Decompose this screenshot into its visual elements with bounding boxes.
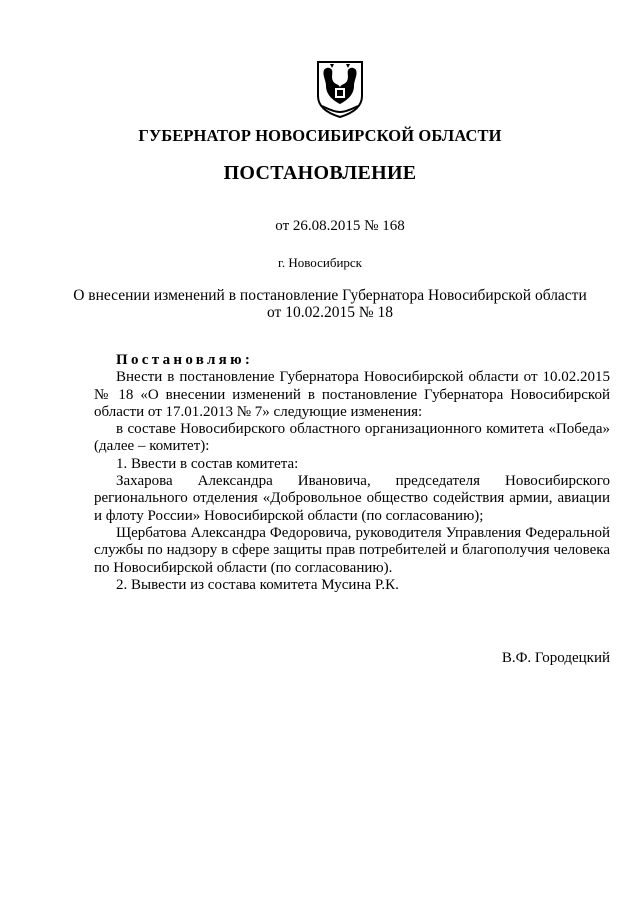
- resolve-word: Постановляю: [116, 352, 245, 368]
- paragraph-committee: в составе Новосибирского областного организационного комитета «Победа» (далее – комитет):: [94, 421, 610, 455]
- paragraph-remove: 2. Вывести из состава комитета Мусина Р.К.: [116, 576, 399, 593]
- paragraph-member-shcherbatov: Щербатова Александра Федоровича, руководителя Управления Федеральной службы по надзору в сфере защиты прав потребителей и благополучия человека по Новосибирской области (по согласованию).: [94, 524, 610, 576]
- document-body: [94, 352, 610, 594]
- signatory-name: В.Ф. Городецкий: [501, 650, 610, 666]
- document-subject: [10, 287, 640, 321]
- subject-line-1: О внесении изменений в постановление Губернатора Новосибирской области: [73, 287, 587, 304]
- subject-line-2: от 10.02.2015 № 18: [267, 304, 393, 321]
- paragraph-amend: Внести в постановление Губернатора Новосибирской области от 10.02.2015 № 18 «О внесении изменений в постановление Губернатора Новосибирской области от 17.01.2013 № 7» следующие изменения:: [94, 369, 610, 420]
- issuing-authority: ГУБЕРНАТОР НОВОСИБИРСКОЙ ОБЛАСТИ: [138, 126, 502, 145]
- document-city: г. Новосибирск: [277, 255, 362, 270]
- paragraph-member-zakharov: Захарова Александра Ивановича, председателя Новосибирского регионального отделения «Добровольное общество содействия армии, авиации и флоту России» Новосибирской области (по согласованию);: [94, 473, 610, 524]
- resolve-heading: [94, 352, 610, 369]
- resolve-colon: :: [244, 352, 250, 368]
- coat-of-arms-icon: [316, 58, 364, 118]
- document-type: ПОСТАНОВЛЕНИЕ: [223, 162, 417, 184]
- paragraph-add-heading: 1. Ввести в состав комитета:: [116, 455, 299, 472]
- document-date-number: от 26.08.2015 № 168: [275, 218, 405, 234]
